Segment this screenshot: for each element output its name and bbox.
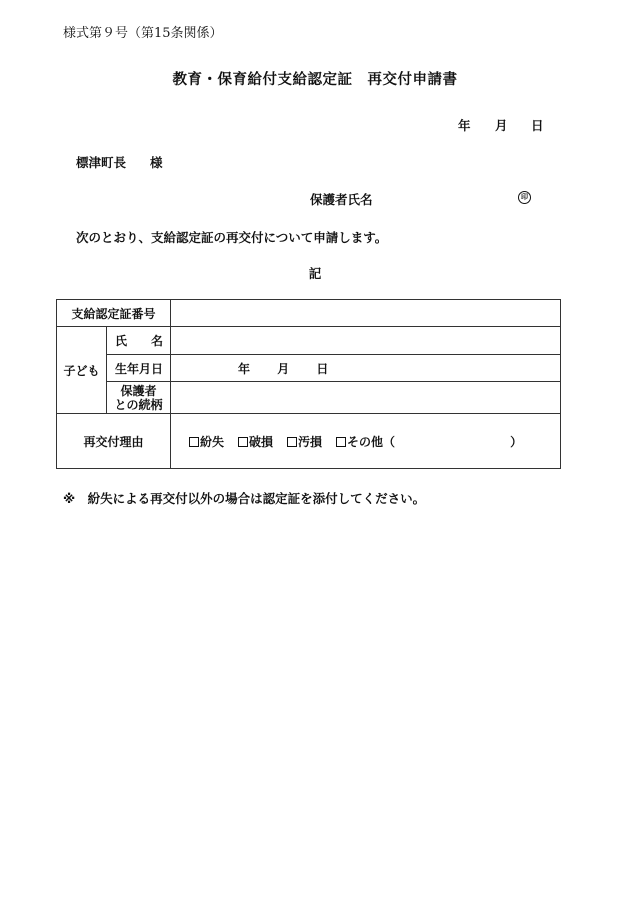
reason-label: 再交付理由 xyxy=(57,414,171,469)
date-day-label: 日 xyxy=(531,118,544,133)
cert-number-label: 支給認定証番号 xyxy=(57,300,171,327)
reason-damaged-option[interactable] xyxy=(238,435,273,449)
seal-mark: 印 xyxy=(518,191,531,204)
table-row-child-name xyxy=(57,327,561,355)
reason-damaged-checkbox[interactable] xyxy=(238,437,248,447)
addressee-honorific: 様 xyxy=(150,155,163,170)
reason-options xyxy=(171,414,561,469)
ki-label: 記 xyxy=(308,266,322,281)
child-name-field[interactable] xyxy=(171,327,561,355)
reason-lost-checkbox[interactable] xyxy=(189,437,199,447)
birth-day-label: 日 xyxy=(316,361,329,376)
intro-text: 次のとおり、支給認定証の再交付について申請します。 xyxy=(76,230,388,245)
date-month-label: 月 xyxy=(495,118,508,133)
reason-other-close: ） xyxy=(510,434,523,449)
birth-month-label: 月 xyxy=(277,361,290,376)
reason-lost-label: 紛失 xyxy=(200,434,225,449)
birth-year-label: 年 xyxy=(238,361,251,376)
application-table xyxy=(56,299,561,469)
relation-field[interactable] xyxy=(171,382,561,414)
table-row-cert-number xyxy=(57,300,561,327)
reason-other-option[interactable] xyxy=(336,435,395,449)
document-title: 教育・保育給付支給認定証 再交付申請書 xyxy=(172,72,458,88)
reason-soiled-checkbox[interactable] xyxy=(287,437,297,447)
reason-other-label: その他（ xyxy=(347,434,396,449)
relation-label-line2: との続柄 xyxy=(114,397,163,412)
table-row-birth xyxy=(57,355,561,382)
table-row-reason xyxy=(57,414,561,469)
date-year-label: 年 xyxy=(458,118,471,133)
form-number: 様式第９号（第15条関係） xyxy=(63,26,223,41)
guardian-name-label: 保護者氏名 xyxy=(310,192,373,207)
reason-lost-option[interactable] xyxy=(189,435,224,449)
reason-damaged-label: 破損 xyxy=(249,434,274,449)
relation-label xyxy=(107,382,171,414)
table-row-relation xyxy=(57,382,561,414)
addressee xyxy=(76,153,163,171)
attachment-note: ※ 紛失による再交付以外の場合は認定証を添付してください。 xyxy=(63,491,426,506)
birth-date-label: 生年月日 xyxy=(107,355,171,382)
reason-soiled-option[interactable] xyxy=(287,435,322,449)
addressee-name: 標津町長 xyxy=(76,155,127,170)
child-name-label: 氏 名 xyxy=(107,327,171,355)
relation-label-line1: 保護者 xyxy=(120,383,157,398)
birth-date-field[interactable] xyxy=(171,355,561,382)
cert-number-field[interactable] xyxy=(171,300,561,327)
reason-other-checkbox[interactable] xyxy=(336,437,346,447)
child-label: 子ども xyxy=(57,327,107,414)
reason-soiled-label: 汚損 xyxy=(298,434,323,449)
